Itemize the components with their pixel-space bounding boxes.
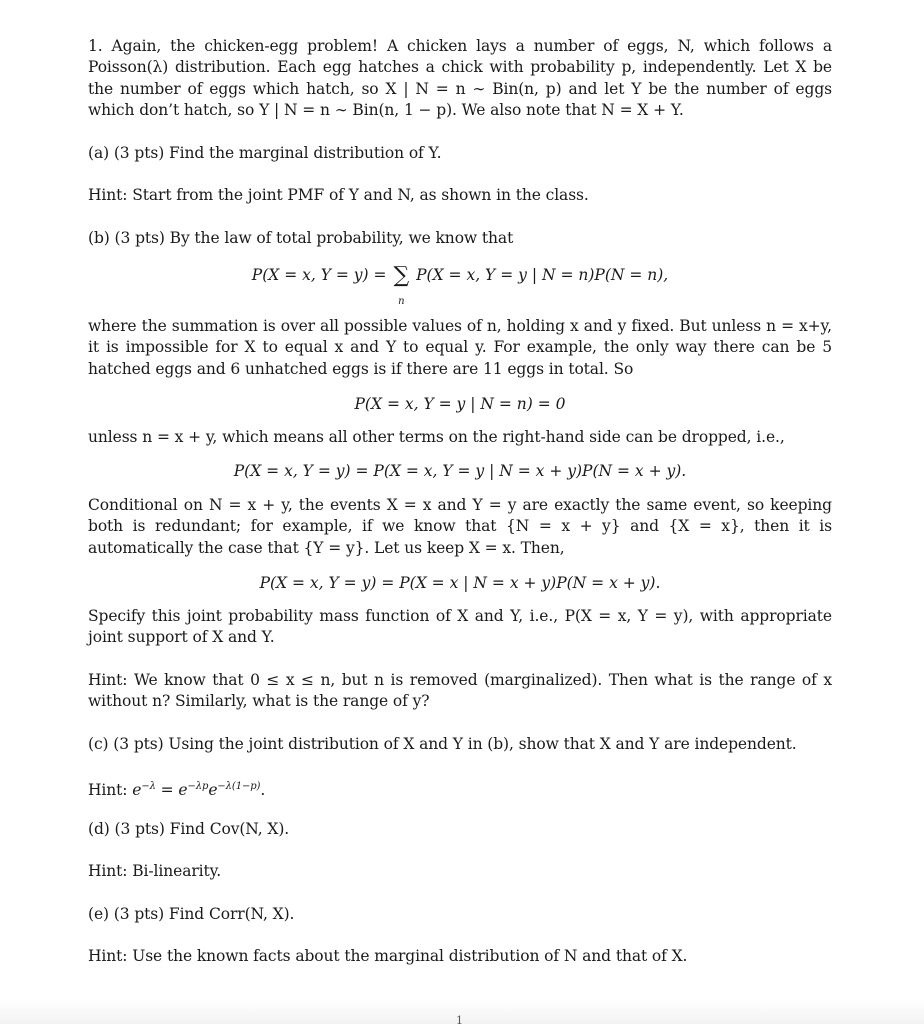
part-b-intro: (b) (3 pts) By the law of total probability, we know that — [88, 229, 514, 247]
summation-index: n — [398, 296, 405, 307]
hint-end: . — [260, 781, 266, 800]
summation-symbol: ∑ — [393, 263, 410, 288]
equation-dropped-terms: P(X = x, Y = y) = P(X = x, Y = y | N = x + y)P(N = x + y). — [233, 462, 687, 480]
part-e-hint: Hint: Use the known facts about the marginal distribution of N and that of X. — [88, 947, 688, 965]
part-a-hint: Hint: Start from the joint PMF of Y and N, as shown in the class. — [88, 186, 589, 204]
hint-base-2: e — [178, 781, 188, 800]
equation-keep-x: P(X = x, Y = y) = P(X = x | N = x + y)P(N = x + y). — [259, 574, 661, 592]
eq-total-rhs: P(X = x, Y = y | N = n)P(N = n), — [416, 266, 669, 284]
hint-exponent-1: −λ — [141, 781, 156, 792]
part-b-paragraph-4: Specify this joint probability mass function of X and Y, i.e., P(X = x, Y = y), with appropriate joint support of X and Y. — [88, 607, 832, 647]
hint-base-3: e — [208, 781, 218, 800]
part-d-hint: Hint: Bi-linearity. — [88, 862, 222, 880]
summation — [393, 263, 410, 307]
hint-equals: = — [155, 781, 179, 800]
equation-total-probability — [140, 263, 780, 307]
hint-label: Hint: — [88, 781, 128, 800]
part-b-paragraph-3: Conditional on N = x + y, the events X = x and Y = y are exactly the same event, so keeping both is redundant; for example, if we know that {N = x + y} and {X = x}, then it is automatically the case that {Y = y}. Let us keep X = x. Then, — [88, 496, 832, 557]
part-c-question: (c) (3 pts) Using the joint distribution of X and Y in (b), show that X and Y are independent. — [88, 735, 797, 753]
equation-zero: P(X = x, Y = y | N = n) = 0 — [354, 395, 566, 413]
page-number: 1 — [456, 1014, 463, 1027]
problem-intro: 1. Again, the chicken-egg problem! A chicken lays a number of eggs, N, which follows a Poisson(λ) distribution. Each egg hatches a chick with probability p, independently. Let X be the number of eggs which hatch, so X | N = n ∼ Bin(n, p) and let Y be the number of eggs which don’t hatch, so Y | N = n ∼ Bin(n, 1 − p). We also note that N = X + Y. — [88, 37, 832, 119]
part-b-paragraph-1: where the summation is over all possible values of n, holding x and y fixed. But unless n = x+y, it is impossible for X to equal x and Y to equal y. For example, the only way there can be 5 hatched eggs and 6 unhatched eggs is if there are 11 eggs in total. So — [88, 317, 832, 378]
hint-exponent-3: −λ(1−p) — [217, 781, 261, 792]
part-b-hint: Hint: We know that 0 ≤ x ≤ n, but n is removed (marginalized). Then what is the range of x without n? Similarly, what is the range of y? — [88, 671, 832, 711]
part-e-question: (e) (3 pts) Find Corr(N, X). — [88, 905, 295, 923]
part-a-question: (a) (3 pts) Find the marginal distribution of Y. — [88, 144, 442, 162]
eq-total-lhs: P(X = x, Y = y) = — [251, 266, 387, 284]
part-b-paragraph-2: unless n = x + y, which means all other terms on the right-hand side can be dropped, i.e., — [88, 428, 785, 446]
hint-exponent-2: −λp — [187, 781, 209, 792]
hint-base-1: e — [132, 781, 142, 800]
part-c-hint — [88, 776, 832, 801]
part-d-question: (d) (3 pts) Find Cov(N, X). — [88, 820, 290, 838]
